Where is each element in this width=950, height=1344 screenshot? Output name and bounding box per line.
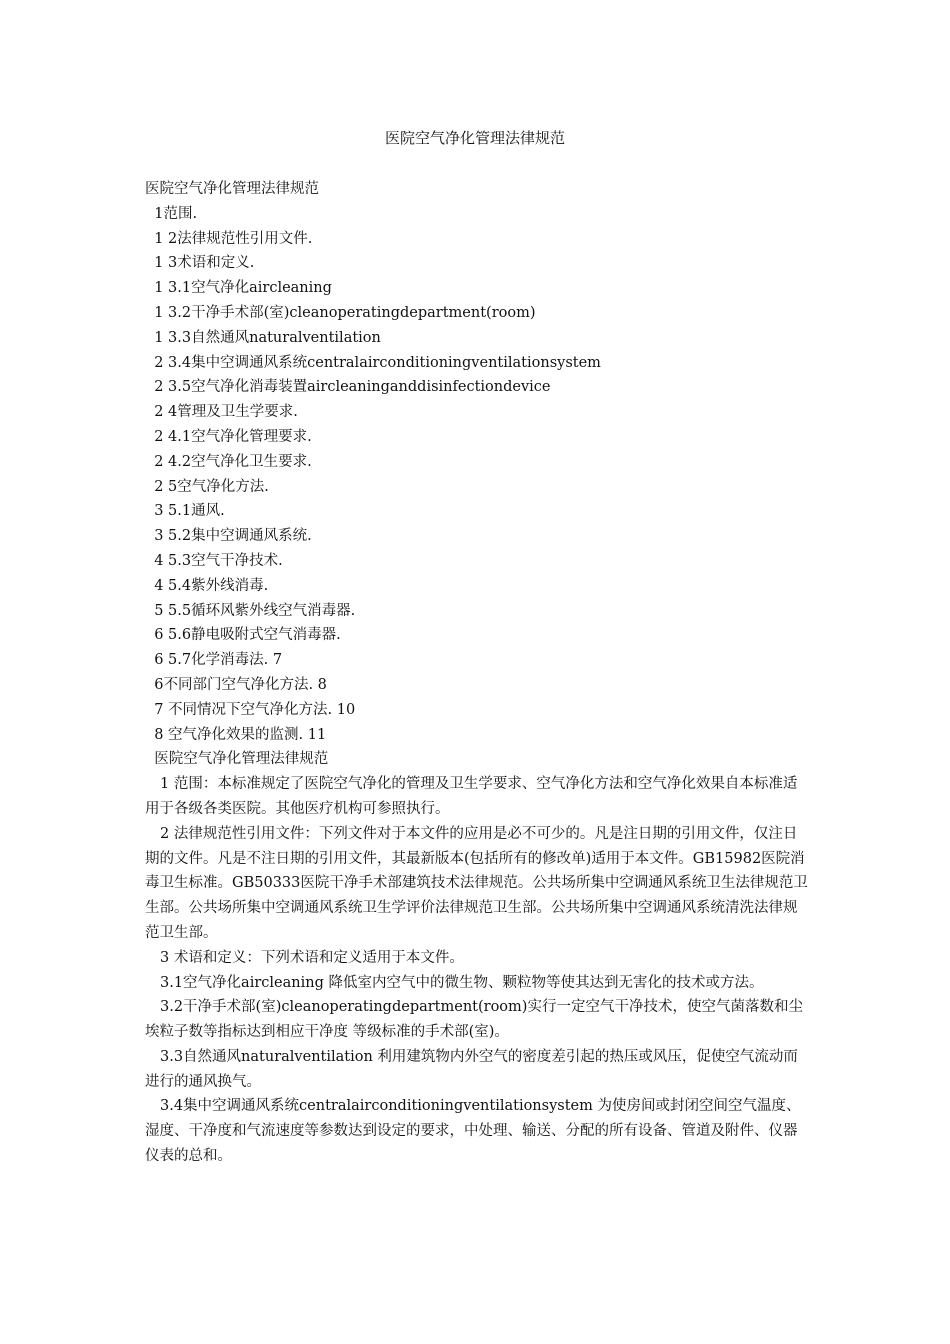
paragraph-clean-operating-department: 3.2干净手术部(室)cleanoperatingdepartment(room)实行一定空气干净技术，使空气菌落数和尘埃粒子数等指标达到相应干净度 等级标准的手术部(室)。 xyxy=(145,999,803,1041)
toc-line: 4 5.3空气干净技术. xyxy=(145,552,283,569)
toc-line: 6不同部门空气净化方法. 8 xyxy=(145,676,327,693)
paragraph-scope: 1 范围：本标准规定了医院空气净化的管理及卫生学要求、空气净化方法和空气净化效果自本标准适用于各级各类医院。其他医疗机构可参照执行。 xyxy=(145,776,798,817)
section-heading: 医院空气净化管理法律规范 xyxy=(145,751,329,768)
paragraph-central-air-conditioning: 3.4集中空调通风系统centralairconditioningventilationsystem 为使房间或封闭空间空气温度、湿度、干净度和气流速度等参数达到设定的要求，中处理、输送、分配的所有设备、管道及附件、仪器仪表的总和。 xyxy=(145,1098,801,1165)
toc-line: 2 4.1空气净化管理要求. xyxy=(145,428,312,445)
toc-line: 1 3.2干净手术部(室)cleanoperatingdepartment(room) xyxy=(145,304,536,321)
toc-line: 3 5.1通风. xyxy=(145,503,225,520)
toc-line: 4 5.4紫外线消毒. xyxy=(145,577,269,594)
document-body xyxy=(145,177,810,1169)
paragraph-references: 2 法律规范性引用文件：下列文件对于本文件的应用是必不可少的。凡是注日期的引用文件，仅注日期的文件。凡是不注日期的引用文件，其最新版本(包括所有的修改单)适用于本文件。GB15982医院消毒卫生标准。GB50333医院干净手术部建筑技术法律规范。公共场所集中空调通风系统卫生法律规范卫生部。公共场所集中空调通风系统卫生学评价法律规范卫生部。公共场所集中空调通风系统清洗法律规范卫生部。 xyxy=(145,825,808,941)
toc-line: 7 不同情况下空气净化方法. 10 xyxy=(145,701,356,718)
toc-line: 2 3.4集中空调通风系统centralairconditioningventilationsystem xyxy=(145,354,601,371)
toc-line: 2 3.5空气净化消毒装置aircleaninganddisinfectiondevice xyxy=(145,379,551,396)
toc-line: 1 3术语和定义. xyxy=(145,255,255,272)
toc-line: 6 5.6静电吸附式空气消毒器. xyxy=(145,627,341,644)
toc-line: 6 5.7化学消毒法. 7 xyxy=(145,652,283,669)
toc-line: 2 4管理及卫生学要求. xyxy=(145,404,298,421)
toc-line: 1 3.3自然通风naturalventilation xyxy=(145,329,381,346)
toc-line: 2 5空气净化方法. xyxy=(145,478,269,495)
toc-line: 2 4.2空气净化卫生要求. xyxy=(145,453,312,470)
document-title: 医院空气净化管理法律规范 xyxy=(384,129,565,147)
toc-line: 1范围. xyxy=(145,205,198,222)
paragraph-natural-ventilation: 3.3自然通风naturalventilation 利用建筑物内外空气的密度差引起的热压或风压，促使空气流动而进行的通风换气。 xyxy=(145,1048,798,1090)
paragraph-air-cleaning: 3.1空气净化aircleaning 降低室内空气中的微生物、颗粒物等使其达到无害化的技术或方法。 xyxy=(160,974,764,991)
toc-line: 1 3.1空气净化aircleaning xyxy=(145,280,332,297)
toc-line: 5 5.5循环风紫外线空气消毒器. xyxy=(145,602,356,619)
toc-line: 医院空气净化管理法律规范 xyxy=(145,181,319,197)
toc-line: 1 2法律规范性引用文件. xyxy=(145,230,313,247)
toc-line: 3 5.2集中空调通风系统. xyxy=(145,528,312,545)
paragraph-terms: 3 术语和定义：下列术语和定义适用于本文件。 xyxy=(160,949,464,966)
toc-line: 8 空气净化效果的监测. 11 xyxy=(145,726,327,743)
